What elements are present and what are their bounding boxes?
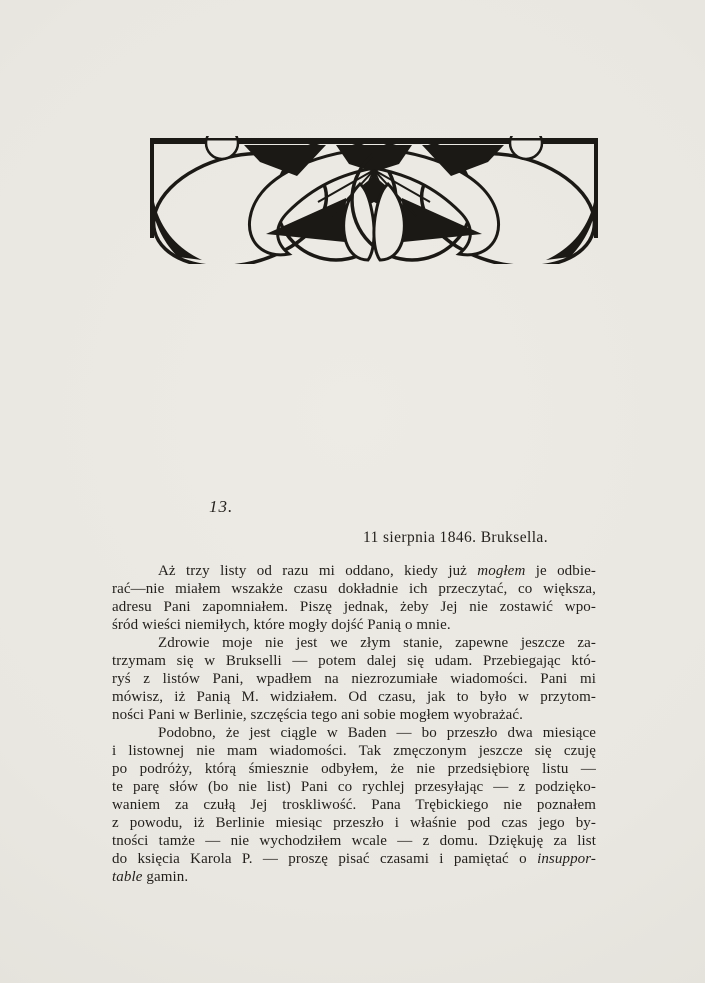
text-segment: trzymam się w Brukselli — potem dalej się udam. Przebiegając któ- (112, 653, 596, 669)
text-line (112, 724, 596, 742)
text-line (112, 742, 596, 760)
text-segment: rać—nie miałem wszakże czasu dokładnie ich przeczytać, co większa, (112, 581, 596, 597)
text-line (112, 706, 596, 724)
text-line (112, 580, 596, 598)
text-line (112, 562, 596, 580)
text-segment: po podróży, którą śmiesznie odbyłem, że nie przedsiębiorę listu — (112, 761, 596, 777)
text-line (112, 778, 596, 796)
text-segment: table (112, 869, 143, 885)
text-line (112, 670, 596, 688)
text-line (112, 598, 596, 616)
text-line (112, 634, 596, 652)
text-segment: insuppor- (537, 851, 596, 867)
text-line (112, 616, 596, 634)
text-line (112, 688, 596, 706)
text-segment: adresu Pani zapomniałem. Piszę jednak, żeby Jej nie zostawić wpo- (112, 599, 596, 615)
text-segment: waniem za czułą Jej troskliwość. Pana Trębickiego nie poznałem (112, 797, 596, 813)
text-segment: do księcia Karola P. — proszę pisać czasami i pamiętać o (112, 851, 538, 867)
art-nouveau-ornament (148, 136, 600, 264)
text-line (112, 652, 596, 670)
text-segment: ności Pani w Berlinie, szczęścia tego ani sobie mogłem wyobrażać. (112, 707, 523, 723)
text-segment: je odbie- (525, 563, 596, 579)
text-line (112, 814, 596, 832)
section-number: 13. (209, 497, 234, 516)
text-line (112, 832, 596, 850)
text-line (112, 760, 596, 778)
text-segment: śród wieści niemiłych, które mogły dojść Panią o mnie. (112, 617, 451, 633)
letter-body (112, 562, 596, 886)
text-segment: mogłem (477, 563, 526, 579)
text-segment: z powodu, iż Berlinie miesiąc przeszło i właśnie pod czas jego by- (112, 815, 596, 831)
text-segment: ryś z listów Pani, wpadłem na niezrozumiałe wiadomości. Pani mi (112, 671, 596, 687)
text-segment: mówisz, iż Panią M. widziałem. Od czasu, jak to było w przytom- (112, 689, 596, 705)
text-line (112, 868, 596, 886)
text-line (112, 850, 596, 868)
text-segment: Aż trzy listy od razu mi oddano, kiedy już (158, 563, 478, 579)
text-segment: i listownej nie mam wiadomości. Tak zmęczonym jeszcze się czuję (112, 743, 596, 759)
text-segment: Podobno, że jest ciągle w Baden — bo przeszło dwa miesiące (158, 725, 596, 741)
text-segment: te parę słów (bo nie list) Pani co rychlej przesyłając — z podzięko- (112, 779, 596, 795)
text-segment: tności tamże — nie wychodziłem wcale — z domu. Dziękuję za list (112, 833, 596, 849)
text-segment: gamin. (142, 869, 189, 885)
text-segment: Zdrowie moje nie jest we złym stanie, zapewne jeszcze za- (158, 635, 596, 651)
text-line (112, 796, 596, 814)
dateline: 11 sierpnia 1846. Bruksella. (363, 529, 548, 546)
